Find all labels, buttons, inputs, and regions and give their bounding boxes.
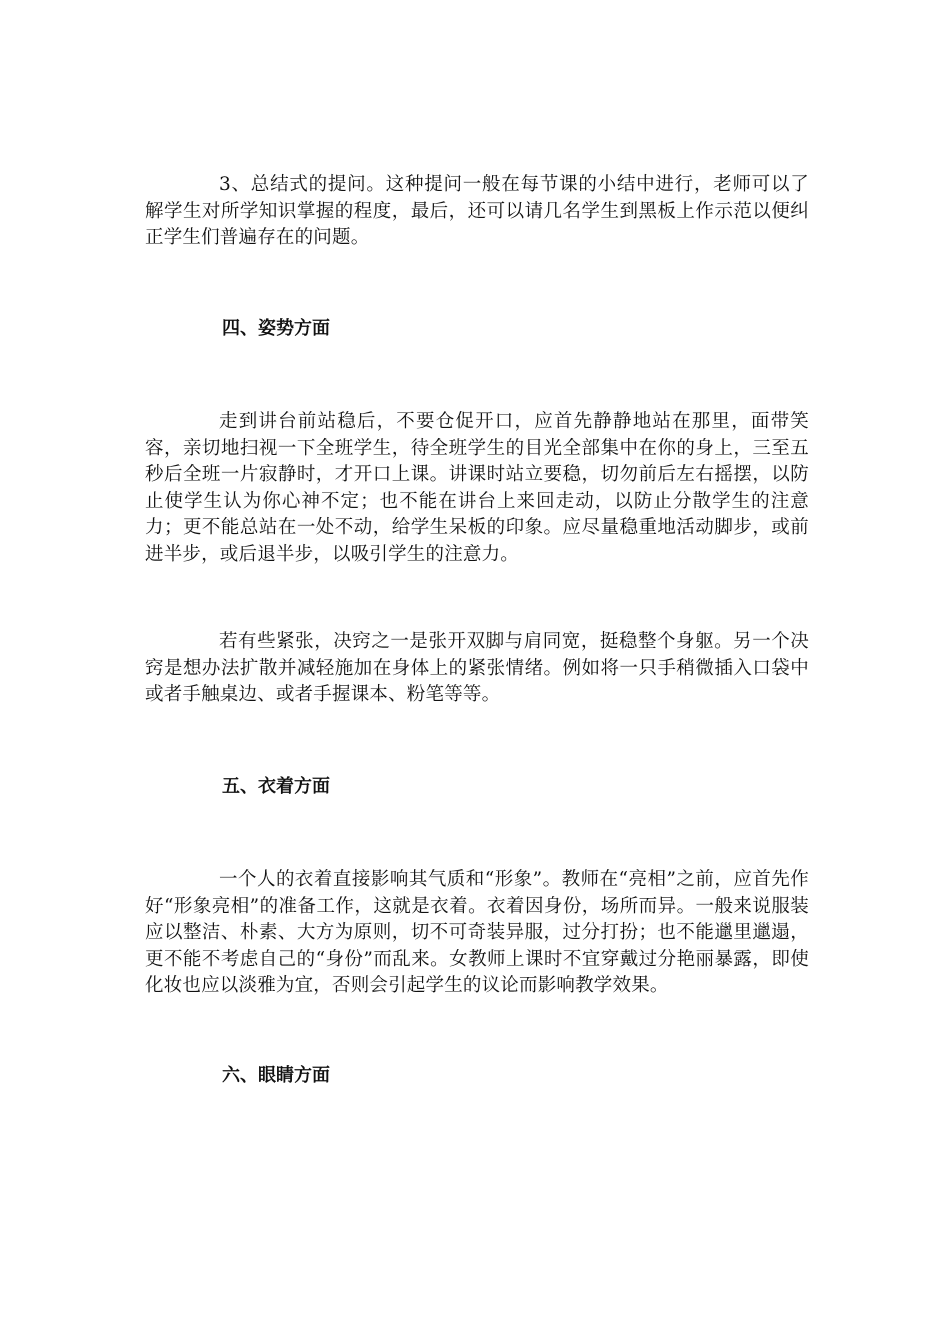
- paragraph-summary-questioning: 3、总结式的提问。这种提问一般在每节课的小结中进行，老师可以了解学生对所学知识掌握的程度，最后，还可以请几名学生到黑板上作示范以便纠正学生们普遍存在的问题。: [145, 174, 809, 248]
- section-heading-eyes: 六、眼睛方面: [222, 1065, 330, 1086]
- paragraph-posture-standing: 走到讲台前站稳后，不要仓促开口，应首先静静地站在那里，面带笑容，亲切地扫视一下全班学生，待全班学生的目光全部集中在你的身上，三至五秒后全班一片寂静时，才开口上课。讲课时站立要稳，切勿前后左右摇摆，以防止使学生认为你心神不定；也不能在讲台上来回走动，以防止分散学生的注意力；更不能总站在一处不动，给学生呆板的印象。应尽量稳重地活动脚步，或前进半步，或后退半步，以吸引学生的注意力。: [145, 411, 809, 565]
- section-heading-clothing: 五、衣着方面: [222, 776, 330, 797]
- paragraph-clothing: 一个人的衣着直接影响其气质和“形象”。教师在“亮相”之前，应首先作好“形象亮相”的准备工作，这就是衣着。衣着因身份，场所而异。一般来说服装应以整洁、朴素、大方为原则，切不可奇装异服，过分打扮；也不能邋里邋遢，更不能不考虑自己的“身份”而乱来。女教师上课时不宜穿戴过分艳丽暴露，即使化妆也应以淡雅为宜，否则会引起学生的议论而影响教学效果。: [145, 869, 809, 996]
- section-heading-posture: 四、姿势方面: [222, 318, 330, 339]
- paragraph-posture-nervous: 若有些紧张，决窍之一是张开双脚与肩同宽，挺稳整个身躯。另一个决窍是想办法扩散并减轻施加在身体上的紧张情绪。例如将一只手稍微插入口袋中或者手触桌边、或者手握课本、粉笔等等。: [145, 631, 809, 705]
